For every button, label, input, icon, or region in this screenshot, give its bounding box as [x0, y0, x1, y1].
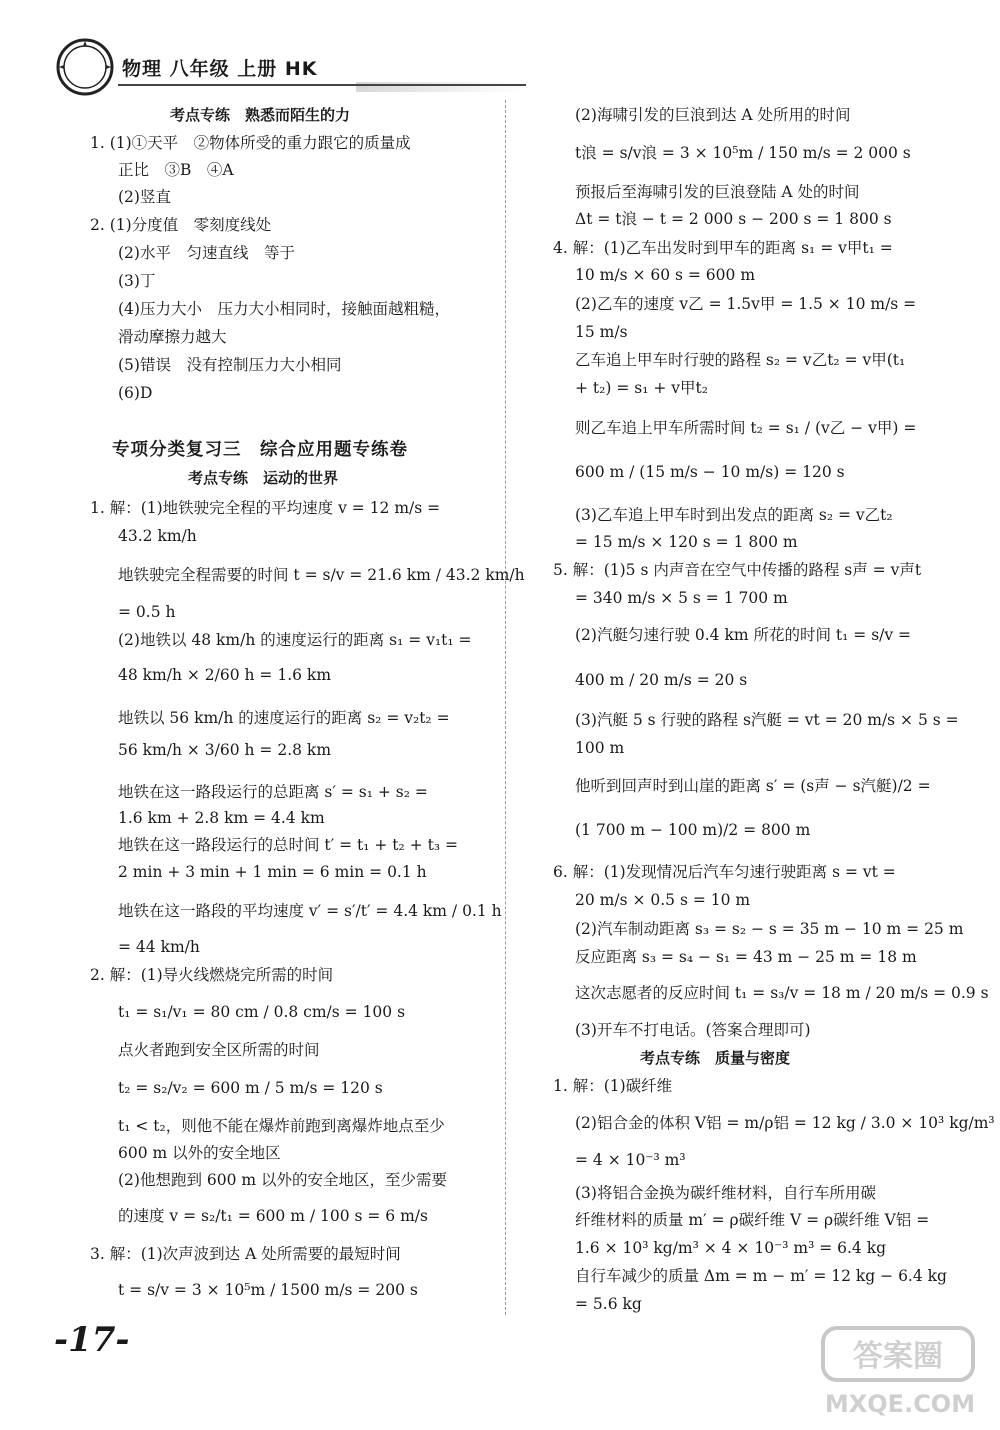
answer-line: + t₂) = s₁ + v甲t₂ [575, 379, 708, 397]
answer-line: 1. (1)①天平 ②物体所受的重力跟它的质量成 [90, 134, 411, 152]
answer-line: 6. 解：(1)发现情况后汽车匀速行驶距离 s = vt = [553, 863, 896, 881]
answer-line: t = s/v = 3 × 10⁵m / 1500 m/s = 200 s [118, 1281, 418, 1299]
answer-line: (3)汽艇 5 s 行驶的路程 s汽艇 = vt = 20 m/s × 5 s = [575, 711, 959, 729]
answer-line: 5. 解：(1)5 s 内声音在空气中传播的路程 s声 = v声t [553, 561, 922, 579]
page-number: -17- [54, 1320, 130, 1360]
answer-line: 15 m/s [575, 323, 628, 341]
section-heading: 专项分类复习三 综合应用题专练卷 [112, 440, 408, 460]
answer-line: (2)汽车制动距离 s₃ = s₂ − s = 35 m − 10 m = 25 m [575, 920, 964, 938]
answer-line: 地铁在这一路段运行的总距离 s′ = s₁ + s₂ = [118, 783, 428, 801]
answer-line: (5)错误 没有控制压力大小相同 [118, 356, 342, 374]
answer-line: 2. 解：(1)导火线燃烧完所需的时间 [90, 966, 334, 984]
section-heading: 考点专练 熟悉而陌生的力 [170, 106, 351, 124]
header-rule [118, 84, 526, 86]
answer-line: 纤维材料的质量 m′ = ρ碳纤维 V = ρ碳纤维 V铝 = [575, 1211, 930, 1229]
answer-line: 20 m/s × 0.5 s = 10 m [575, 891, 751, 909]
answer-line: (4)压力大小 压力大小相同时，接触面越粗糙， [118, 300, 450, 318]
answer-line: 正比 ③B ④A [118, 161, 234, 179]
answer-line: (3)开车不打电话。(答案合理即可) [575, 1021, 811, 1039]
section-heading: 考点专练 运动的世界 [188, 469, 339, 487]
answer-line: 2 min + 3 min + 1 min = 6 min = 0.1 h [118, 863, 427, 881]
answer-line: 他听到回声时到山崖的距离 s′ = (s声 − s汽艇)/2 = [575, 777, 931, 795]
answer-line: (2)铝合金的体积 V铝 = m/ρ铝 = 12 kg / 3.0 × 10³ kg/m³ [575, 1114, 995, 1132]
answer-line: Δt = t浪 − t = 2 000 s − 200 s = 1 800 s [575, 210, 892, 228]
answer-line: 的速度 v = s₂/t₁ = 600 m / 100 s = 6 m/s [118, 1207, 428, 1225]
answer-line: (2)汽艇匀速行驶 0.4 km 所花的时间 t₁ = s/v = [575, 626, 912, 644]
answer-line: (2)竖直 [118, 188, 171, 206]
answer-line: 地铁以 56 km/h 的速度运行的距离 s₂ = v₂t₂ = [118, 709, 450, 727]
answer-line: 反应距离 s₃ = s₄ − s₁ = 43 m − 25 m = 18 m [575, 948, 917, 966]
answer-line: 1.6 km + 2.8 km = 4.4 km [118, 809, 325, 827]
book-title: 物理 八年级 上册 HK [122, 58, 318, 80]
answer-line: 400 m / 20 m/s = 20 s [575, 671, 748, 689]
answer-line: 43.2 km/h [118, 527, 197, 545]
answer-line: (2)地铁以 48 km/h 的速度运行的距离 s₁ = v₁t₁ = [118, 631, 472, 649]
answer-line: 600 m / (15 m/s − 10 m/s) = 120 s [575, 463, 845, 481]
answer-line: 这次志愿者的反应时间 t₁ = s₃/v = 18 m / 20 m/s = 0.9 s [575, 984, 989, 1002]
answer-line: 预报后至海啸引发的巨浪登陆 A 处的时间 [575, 183, 860, 201]
answer-line: 点火者跑到安全区所需的时间 [118, 1041, 320, 1059]
answer-line: 3. 解：(1)次声波到达 A 处所需要的最短时间 [90, 1245, 401, 1263]
answer-line: 100 m [575, 739, 625, 757]
answer-line: 地铁在这一路段运行的总时间 t′ = t₁ + t₂ + t₃ = [118, 836, 458, 854]
answer-line: = 0.5 h [118, 603, 176, 621]
answer-line: (3)将铝合金换为碳纤维材料，自行车所用碳 [575, 1184, 876, 1202]
answer-line: (3)乙车追上甲车时到出发点的距离 s₂ = v乙t₂ [575, 506, 893, 524]
answer-line: (2)乙车的速度 v乙 = 1.5v甲 = 1.5 × 10 m/s = [575, 295, 917, 313]
answer-line: 1. 解：(1)碳纤维 [553, 1077, 673, 1095]
answer-line: = 44 km/h [118, 938, 200, 956]
answer-line: (2)海啸引发的巨浪到达 A 处所用的时间 [575, 106, 851, 124]
section-heading: 考点专练 质量与密度 [640, 1049, 791, 1067]
answer-line: (3)丁 [118, 272, 156, 290]
answer-line: = 340 m/s × 5 s = 1 700 m [575, 589, 788, 607]
answer-line: 48 km/h × 2/60 h = 1.6 km [118, 666, 332, 684]
answer-line: (1 700 m − 100 m)/2 = 800 m [575, 821, 811, 839]
answer-line: 1.6 × 10³ kg/m³ × 4 × 10⁻³ m³ = 6.4 kg [575, 1239, 887, 1257]
answer-line: (2)他想跑到 600 m 以外的安全地区，至少需要 [118, 1171, 448, 1189]
column-divider [505, 100, 506, 1315]
answer-line: 600 m 以外的安全地区 [118, 1144, 281, 1162]
answer-line: 地铁在这一路段的平均速度 v′ = s′/t′ = 4.4 km / 0.1 h [118, 902, 502, 920]
svg-text:答案圈: 答案圈 [853, 1339, 943, 1374]
answer-line: 地铁驶完全程需要的时间 t = s/v = 21.6 km / 43.2 km/h [118, 566, 525, 584]
answer-line: 则乙车追上甲车所需时间 t₂ = s₁ / (v乙 − v甲) = [575, 419, 917, 437]
answer-line: 滑动摩擦力越大 [118, 328, 227, 346]
answer-line: = 4 × 10⁻³ m³ [575, 1151, 686, 1169]
watermark-logo [815, 1320, 985, 1420]
answer-line: t₂ = s₂/v₂ = 600 m / 5 m/s = 120 s [118, 1079, 383, 1097]
answer-line: 56 km/h × 3/60 h = 2.8 km [118, 741, 332, 759]
answer-line: 1. 解：(1)地铁驶完全程的平均速度 v = 12 m/s = [90, 499, 441, 517]
answer-line: t浪 = s/v浪 = 3 × 10⁵m / 150 m/s = 2 000 s [575, 144, 911, 162]
answer-line: t₁ < t₂，则他不能在爆炸前跑到离爆炸地点至少 [118, 1117, 445, 1135]
answer-line: t₁ = s₁/v₁ = 80 cm / 0.8 cm/s = 100 s [118, 1003, 406, 1021]
publisher-logo [56, 38, 114, 96]
answer-line: = 15 m/s × 120 s = 1 800 m [575, 533, 798, 551]
svg-text:MXQE.COM: MXQE.COM [824, 1390, 976, 1418]
answer-line: (6)D [118, 384, 153, 402]
answer-line: 乙车追上甲车时行驶的路程 s₂ = v乙t₂ = v甲(t₁ [575, 351, 906, 369]
page-header [56, 38, 526, 102]
answer-line: 自行车减少的质量 Δm = m − m′ = 12 kg − 6.4 kg [575, 1267, 947, 1285]
answer-line: 2. (1)分度值 零刻度线处 [90, 216, 272, 234]
answer-line: 10 m/s × 60 s = 600 m [575, 266, 756, 284]
answer-line: (2)水平 匀速直线 等于 [118, 244, 295, 262]
answer-line: = 5.6 kg [575, 1295, 642, 1313]
answer-line: 4. 解：(1)乙车出发时到甲车的距离 s₁ = v甲t₁ = [553, 239, 893, 257]
